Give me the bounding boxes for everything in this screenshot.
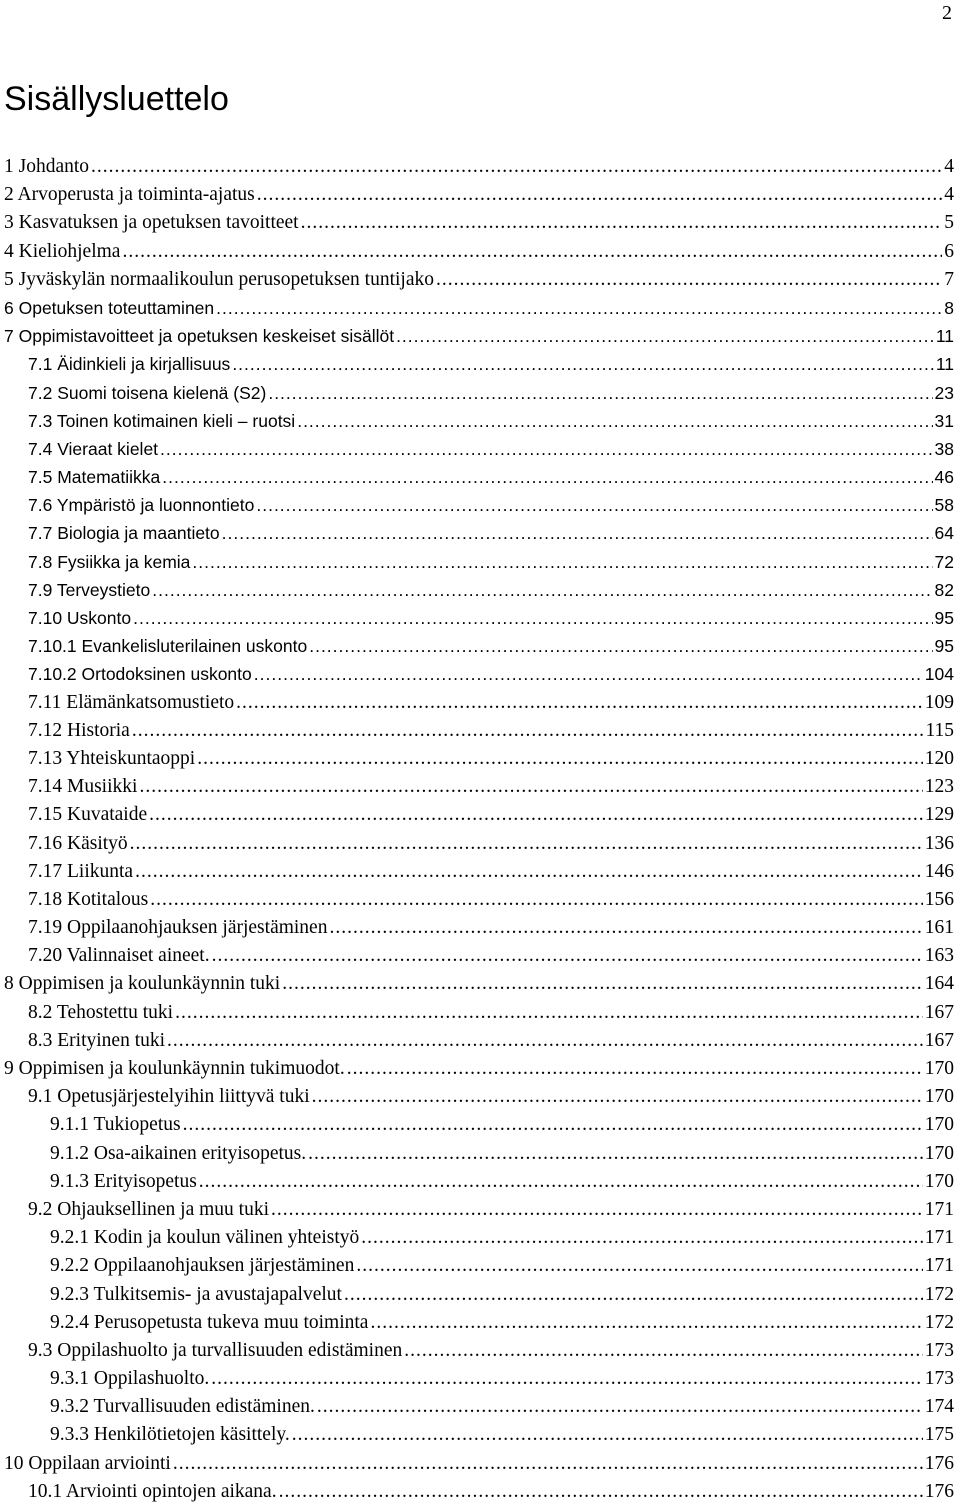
toc-entry-label: 9.2.4 Perusopetusta tukeva muu toiminta bbox=[50, 1311, 369, 1333]
toc-entry-page-number: 5 bbox=[944, 212, 954, 234]
toc-entry-page-number: 23 bbox=[934, 382, 954, 403]
toc-entry[interactable] bbox=[4, 238, 954, 266]
toc-entry-page-number: 11 bbox=[935, 354, 954, 375]
toc-entry[interactable] bbox=[4, 801, 954, 829]
toc-entry-label: 7.6 Ympäristö ja luonnontieto bbox=[28, 495, 255, 516]
toc-entry-page-number: 164 bbox=[924, 973, 954, 995]
toc-entry[interactable] bbox=[4, 294, 954, 322]
toc-entry-label: 9.1.2 Osa-aikainen erityisopetus. bbox=[50, 1142, 307, 1164]
toc-entry-label: 7.3 Toinen kotimainen kieli – ruotsi bbox=[28, 410, 296, 431]
dot-leader bbox=[312, 1083, 923, 1111]
toc-entry[interactable] bbox=[4, 1478, 954, 1506]
toc-entry-page-number: 174 bbox=[924, 1396, 954, 1418]
toc-entry-label: 7.17 Liikunta bbox=[28, 860, 134, 882]
toc-entry-page-number: 95 bbox=[934, 608, 954, 628]
toc-entry-label: 7.2 Suomi toisena kielenä (S2) bbox=[28, 382, 267, 403]
toc-entry-label: 10.1 Arviointi opintojen aikana. bbox=[28, 1480, 277, 1502]
toc-entry-page-number: 175 bbox=[924, 1424, 954, 1446]
toc-entry-label: 9.1 Opetusjärjestelyihin liittyvä tuki bbox=[28, 1086, 310, 1108]
dot-leader bbox=[404, 1337, 923, 1365]
toc-entry[interactable] bbox=[4, 1196, 954, 1224]
toc-entry-page-number: 170 bbox=[924, 1170, 954, 1192]
toc-entry-label: 7.5 Matematiikka bbox=[28, 467, 161, 488]
dot-leader bbox=[135, 858, 923, 886]
toc-entry[interactable] bbox=[4, 1083, 954, 1111]
toc-entry[interactable] bbox=[4, 1365, 954, 1393]
toc-entry[interactable] bbox=[4, 1224, 954, 1252]
toc-entry-page-number: 64 bbox=[934, 523, 954, 544]
toc-entry-label: 7.12 Historia bbox=[28, 719, 130, 741]
toc-entry-page-number: 176 bbox=[924, 1452, 954, 1474]
toc-entry[interactable] bbox=[4, 1393, 954, 1421]
dot-leader bbox=[232, 350, 934, 378]
toc-entry-label: 7.4 Vieraat kielet bbox=[28, 438, 159, 459]
dot-leader bbox=[152, 576, 932, 604]
toc-entry-page-number: 146 bbox=[924, 860, 954, 882]
dot-leader bbox=[183, 1111, 923, 1139]
dot-leader bbox=[167, 1027, 923, 1055]
toc-entry-label: 7.7 Biologia ja maantieto bbox=[28, 523, 220, 544]
toc-entry-label: 7.11 Elämänkatsomustieto bbox=[28, 691, 235, 713]
toc-entry-label: 9.3.2 Turvallisuuden edistäminen. bbox=[50, 1396, 315, 1418]
page-number: 2 bbox=[942, 2, 952, 24]
toc-entry-label: 9.1.3 Erityisopetus bbox=[50, 1170, 197, 1192]
dot-leader bbox=[329, 914, 922, 942]
toc-entry-page-number: 4 bbox=[944, 184, 954, 206]
toc-entry-page-number: 11 bbox=[935, 326, 954, 347]
dot-leader bbox=[133, 604, 932, 632]
dot-leader bbox=[211, 1365, 923, 1393]
dot-leader bbox=[139, 773, 922, 801]
toc-entry-label: 9.1.1 Tukiopetus bbox=[50, 1114, 181, 1136]
toc-entry[interactable] bbox=[4, 266, 954, 294]
toc-entry-label: 7.10 Uskonto bbox=[28, 608, 132, 628]
toc-entry[interactable] bbox=[4, 576, 954, 604]
toc-entry[interactable] bbox=[4, 1055, 954, 1083]
toc-entry-page-number: 4 bbox=[944, 156, 954, 177]
dot-leader bbox=[292, 1421, 923, 1449]
toc-entry[interactable] bbox=[4, 689, 954, 717]
dot-leader bbox=[192, 548, 932, 576]
toc-entry-page-number: 156 bbox=[924, 888, 954, 910]
dot-leader bbox=[257, 181, 943, 209]
toc-entry-page-number: 72 bbox=[934, 551, 954, 572]
toc-entry-label: 7.16 Käsityö bbox=[28, 832, 128, 854]
dot-leader bbox=[132, 717, 924, 745]
dot-leader bbox=[236, 689, 923, 717]
toc-entry-page-number: 109 bbox=[924, 691, 954, 713]
toc-entry[interactable] bbox=[4, 604, 954, 632]
toc-entry-label: 7.20 Valinnaiset aineet. bbox=[28, 945, 210, 967]
toc-entry-page-number: 123 bbox=[924, 776, 954, 798]
toc-entry[interactable] bbox=[4, 209, 954, 237]
toc-entry-page-number: 163 bbox=[924, 945, 954, 967]
toc-entry[interactable] bbox=[4, 660, 954, 688]
toc-entry-page-number: 173 bbox=[924, 1368, 954, 1390]
dot-leader bbox=[370, 1309, 922, 1337]
toc-entry-page-number: 172 bbox=[924, 1311, 954, 1333]
toc-entry[interactable] bbox=[4, 379, 954, 407]
page-title: Sisällysluettelo bbox=[4, 80, 229, 118]
toc-entry-page-number: 46 bbox=[934, 467, 954, 488]
dot-leader bbox=[254, 660, 923, 688]
toc-entry-label: 7.14 Musiikki bbox=[28, 776, 138, 798]
toc-entry-label: 7.13 Yhteiskuntaoppi bbox=[28, 747, 196, 769]
toc-entry-label: 8 Oppimisen ja koulunkäynnin tuki bbox=[4, 973, 281, 995]
dot-leader bbox=[436, 266, 942, 294]
dot-leader bbox=[297, 407, 932, 435]
toc-entry-page-number: 161 bbox=[924, 917, 954, 939]
dot-leader bbox=[256, 491, 932, 519]
toc-entry-label: 9.2 Ohjauksellinen ja muu tuki bbox=[28, 1198, 270, 1220]
dot-leader bbox=[356, 1252, 922, 1280]
toc-entry-page-number: 58 bbox=[934, 495, 954, 516]
toc-entry-label: 7.19 Oppilaanohjauksen järjestäminen bbox=[28, 917, 328, 939]
dot-leader bbox=[149, 801, 923, 829]
toc-entry-page-number: 176 bbox=[924, 1480, 954, 1502]
toc-entry-page-number: 167 bbox=[924, 1029, 954, 1051]
toc-entry[interactable] bbox=[4, 548, 954, 576]
dot-leader bbox=[173, 1450, 923, 1478]
toc-entry-page-number: 170 bbox=[924, 1086, 954, 1108]
toc-entry[interactable] bbox=[4, 1450, 954, 1478]
toc-entry[interactable] bbox=[4, 773, 954, 801]
toc-entry-label: 7.10.1 Evankelisluterilainen uskonto bbox=[28, 636, 308, 657]
toc-entry[interactable] bbox=[4, 1027, 954, 1055]
dot-leader bbox=[344, 1281, 923, 1309]
dot-leader bbox=[271, 1196, 923, 1224]
toc-entry[interactable] bbox=[4, 886, 954, 914]
toc-entry-label: 9.3.3 Henkilötietojen käsittely. bbox=[50, 1424, 290, 1446]
toc-entry[interactable] bbox=[4, 491, 954, 519]
toc-entry-label: 9.3 Oppilashuolto ja turvallisuuden edistäminen bbox=[28, 1339, 403, 1361]
toc-entry[interactable] bbox=[4, 153, 954, 181]
dot-leader bbox=[160, 435, 932, 463]
toc-entry-label: 9.2.3 Tulkitsemis- ja avustajapalvelut bbox=[50, 1283, 342, 1305]
toc-entry-label: 5 Jyväskylän normaalikoulun perusopetuksen tuntijako bbox=[4, 268, 435, 290]
dot-leader bbox=[122, 238, 942, 266]
toc-entry[interactable] bbox=[4, 632, 954, 660]
toc-entry-label: 7.8 Fysiikka ja kemia bbox=[28, 551, 191, 572]
toc-entry[interactable] bbox=[4, 970, 954, 998]
toc-entry-page-number: 38 bbox=[934, 438, 954, 459]
toc-entry[interactable] bbox=[4, 1168, 954, 1196]
dot-leader bbox=[308, 1140, 923, 1168]
toc-entry[interactable] bbox=[4, 745, 954, 773]
toc-entry-page-number: 104 bbox=[924, 664, 954, 685]
table-of-contents bbox=[4, 153, 954, 1506]
toc-entry-page-number: 8 bbox=[944, 297, 954, 318]
toc-entry-label: 9.2.2 Oppilaanohjauksen järjestäminen bbox=[50, 1255, 355, 1277]
toc-entry-label: 7.9 Terveystieto bbox=[28, 579, 151, 600]
toc-entry-label: 7.1 Äidinkieli ja kirjallisuus bbox=[28, 354, 231, 375]
toc-entry-label: 3 Kasvatuksen ja opetuksen tavoitteet bbox=[4, 212, 299, 234]
toc-entry[interactable] bbox=[4, 999, 954, 1027]
toc-entry[interactable] bbox=[4, 1252, 954, 1280]
toc-entry[interactable] bbox=[4, 1309, 954, 1337]
toc-entry-label: 9 Oppimisen ja koulunkäynnin tukimuodot. bbox=[4, 1058, 345, 1079]
toc-entry-page-number: 115 bbox=[925, 719, 954, 741]
toc-entry-label: 8.2 Tehostettu tuki bbox=[28, 1001, 174, 1023]
toc-entry[interactable] bbox=[4, 435, 954, 463]
dot-leader bbox=[317, 1393, 923, 1421]
dot-leader bbox=[282, 970, 923, 998]
toc-entry-page-number: 95 bbox=[934, 636, 954, 657]
toc-entry-label: 4 Kieliohjelma bbox=[4, 240, 121, 262]
toc-entry-page-number: 170 bbox=[924, 1058, 954, 1079]
toc-entry-label: 7.10.2 Ortodoksinen uskonto bbox=[28, 664, 252, 685]
toc-entry-page-number: 120 bbox=[924, 747, 954, 769]
toc-entry[interactable] bbox=[4, 1281, 954, 1309]
toc-entry-label: 10 Oppilaan arviointi bbox=[4, 1452, 171, 1474]
dot-leader bbox=[150, 886, 923, 914]
toc-entry-label: 8.3 Erityinen tuki bbox=[28, 1029, 166, 1051]
toc-entry[interactable] bbox=[4, 914, 954, 942]
toc-entry-label: 7 Oppimistavoitteet ja opetuksen keskeiset sisällöt bbox=[4, 326, 395, 347]
toc-entry-page-number: 6 bbox=[944, 240, 954, 262]
toc-entry-label: 1 Johdanto bbox=[4, 156, 90, 177]
dot-leader bbox=[216, 294, 942, 322]
dot-leader bbox=[197, 745, 923, 773]
toc-entry[interactable] bbox=[4, 463, 954, 491]
toc-entry-label: 9.3.1 Oppilashuolto. bbox=[50, 1368, 210, 1390]
toc-entry-page-number: 170 bbox=[924, 1114, 954, 1136]
toc-entry[interactable] bbox=[4, 350, 954, 378]
toc-entry-page-number: 172 bbox=[924, 1283, 954, 1305]
toc-entry[interactable] bbox=[4, 322, 954, 350]
dot-leader bbox=[279, 1478, 923, 1506]
dot-leader bbox=[309, 632, 932, 660]
toc-entry[interactable] bbox=[4, 717, 954, 745]
dot-leader bbox=[162, 463, 932, 491]
dot-leader bbox=[347, 1055, 923, 1083]
toc-entry-label: 2 Arvoperusta ja toiminta-ajatus bbox=[4, 184, 255, 206]
dot-leader bbox=[361, 1224, 922, 1252]
toc-entry-label: 7.15 Kuvataide bbox=[28, 804, 148, 826]
toc-entry[interactable] bbox=[4, 181, 954, 209]
toc-entry-page-number: 171 bbox=[924, 1255, 954, 1277]
toc-entry-page-number: 171 bbox=[924, 1198, 954, 1220]
dot-leader bbox=[222, 519, 933, 547]
toc-entry-page-number: 136 bbox=[924, 832, 954, 854]
toc-entry[interactable] bbox=[4, 1421, 954, 1449]
dot-leader bbox=[130, 830, 923, 858]
dot-leader bbox=[301, 209, 943, 237]
dot-leader bbox=[268, 379, 932, 407]
toc-entry[interactable] bbox=[4, 407, 954, 435]
toc-entry[interactable] bbox=[4, 942, 954, 970]
toc-entry-page-number: 7 bbox=[944, 268, 954, 290]
toc-entry-page-number: 82 bbox=[934, 579, 954, 600]
toc-entry[interactable] bbox=[4, 1111, 954, 1139]
dot-leader bbox=[396, 322, 934, 350]
dot-leader bbox=[212, 942, 923, 970]
dot-leader bbox=[175, 999, 923, 1027]
toc-entry[interactable] bbox=[4, 830, 954, 858]
toc-entry-page-number: 171 bbox=[924, 1227, 954, 1249]
toc-entry[interactable] bbox=[4, 519, 954, 547]
toc-entry-label: 6 Opetuksen toteuttaminen bbox=[4, 297, 215, 318]
toc-entry-label: 7.18 Kotitalous bbox=[28, 888, 149, 910]
toc-entry[interactable] bbox=[4, 1140, 954, 1168]
toc-entry[interactable] bbox=[4, 1337, 954, 1365]
toc-entry-page-number: 170 bbox=[924, 1142, 954, 1164]
toc-entry-page-number: 31 bbox=[934, 410, 954, 431]
toc-entry-label: 9.2.1 Kodin ja koulun välinen yhteistyö bbox=[50, 1227, 360, 1249]
toc-entry-page-number: 167 bbox=[924, 1001, 954, 1023]
toc-entry-page-number: 173 bbox=[924, 1339, 954, 1361]
toc-entry[interactable] bbox=[4, 858, 954, 886]
toc-entry-page-number: 129 bbox=[924, 804, 954, 826]
dot-leader bbox=[91, 153, 942, 181]
dot-leader bbox=[199, 1168, 923, 1196]
